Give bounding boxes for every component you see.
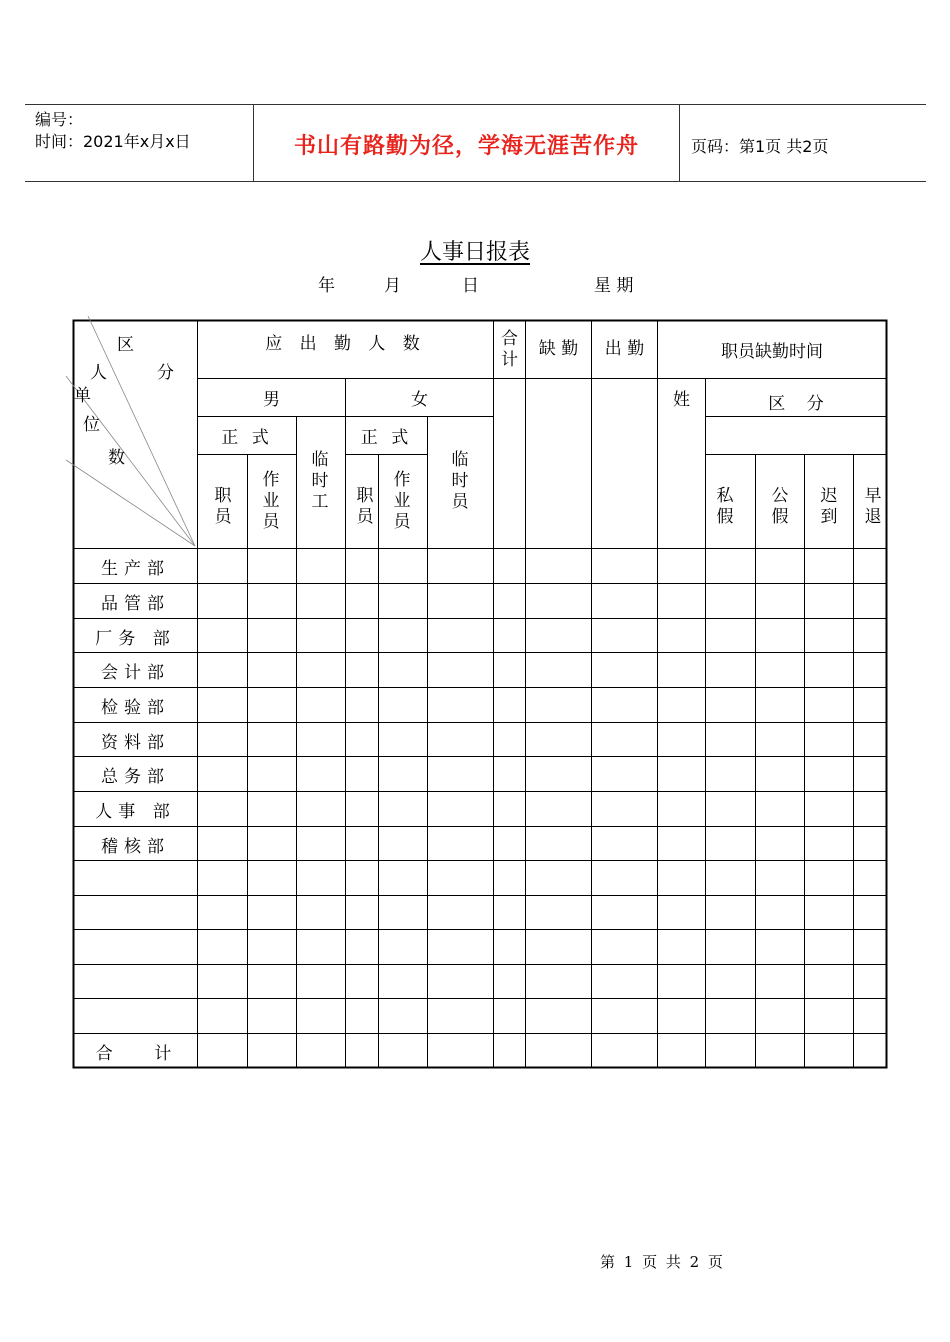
date-weekday: 星 期 [594, 276, 634, 296]
col-worker-male: 作 业 员 [262, 469, 280, 532]
col-worker-female: 作 业 员 [393, 469, 411, 532]
time-label: 时间：2021年x月x日 [35, 132, 191, 151]
col-public-leave: 公 假 [771, 486, 789, 527]
corner-dan: 单 [74, 386, 91, 406]
col-staff-female: 职 员 [356, 486, 374, 527]
date-year: 年 [318, 276, 335, 296]
row-label-blank [74, 965, 197, 999]
row-label-blank [74, 861, 197, 895]
col-regular-male: 正 式 [221, 428, 273, 448]
row-label-quality: 品管部 [101, 593, 170, 614]
row-label-total: 合 计 [95, 1043, 176, 1064]
col-name: 姓 [673, 390, 690, 410]
corner-qu: 区 [117, 335, 134, 355]
date-month: 月 [384, 276, 401, 296]
corner-shu: 数 [108, 448, 125, 468]
col-male: 男 [263, 390, 280, 410]
motto: 书山有路勤为径，学海无涯苦作舟 [293, 134, 639, 159]
row-label-general-affairs: 总务部 [101, 766, 170, 787]
col-total: 合 计 [501, 328, 518, 370]
code-label: 编号： [35, 110, 84, 129]
col-absence-time: 职员缺勤时间 [721, 342, 823, 362]
corner-wei: 位 [83, 415, 100, 435]
col-absent: 缺 勤 [538, 339, 579, 359]
page-info: 页码：第1页 共2页 [691, 137, 829, 156]
col-private-leave: 私 假 [716, 486, 734, 527]
col-temp-worker: 临 时 工 [311, 449, 329, 512]
date-day: 日 [462, 276, 479, 296]
col-expected: 应 出 勤 人 数 [265, 333, 426, 354]
page-footer: 第 1 页 共 2 页 [600, 1253, 723, 1271]
row-label-inspection: 检验部 [101, 697, 170, 718]
row-label-hr: 人事 部 [95, 801, 176, 822]
row-label-blank [74, 930, 197, 964]
row-label-audit: 稽核部 [101, 836, 170, 857]
corner-fen: 分 [157, 363, 174, 383]
form-title-text: 人事日报表 [419, 240, 530, 265]
col-regular-female: 正 式 [360, 428, 413, 448]
col-staff-male: 职 员 [214, 486, 232, 527]
row-label-blank [74, 896, 197, 930]
row-label-facilities: 厂务 部 [95, 628, 176, 649]
col-present: 出 勤 [604, 339, 645, 359]
corner-ren: 人 [90, 363, 107, 383]
col-category: 区 分 [768, 394, 824, 414]
row-label-blank [74, 999, 197, 1033]
col-temp-staff: 临 时 员 [451, 449, 469, 512]
row-label-accounting: 会计部 [101, 662, 170, 683]
col-early: 早 退 [864, 486, 882, 527]
row-label-production: 生产部 [101, 558, 170, 579]
col-female: 女 [411, 390, 428, 410]
row-label-records: 资料部 [101, 732, 170, 753]
col-late: 迟 到 [820, 486, 838, 527]
